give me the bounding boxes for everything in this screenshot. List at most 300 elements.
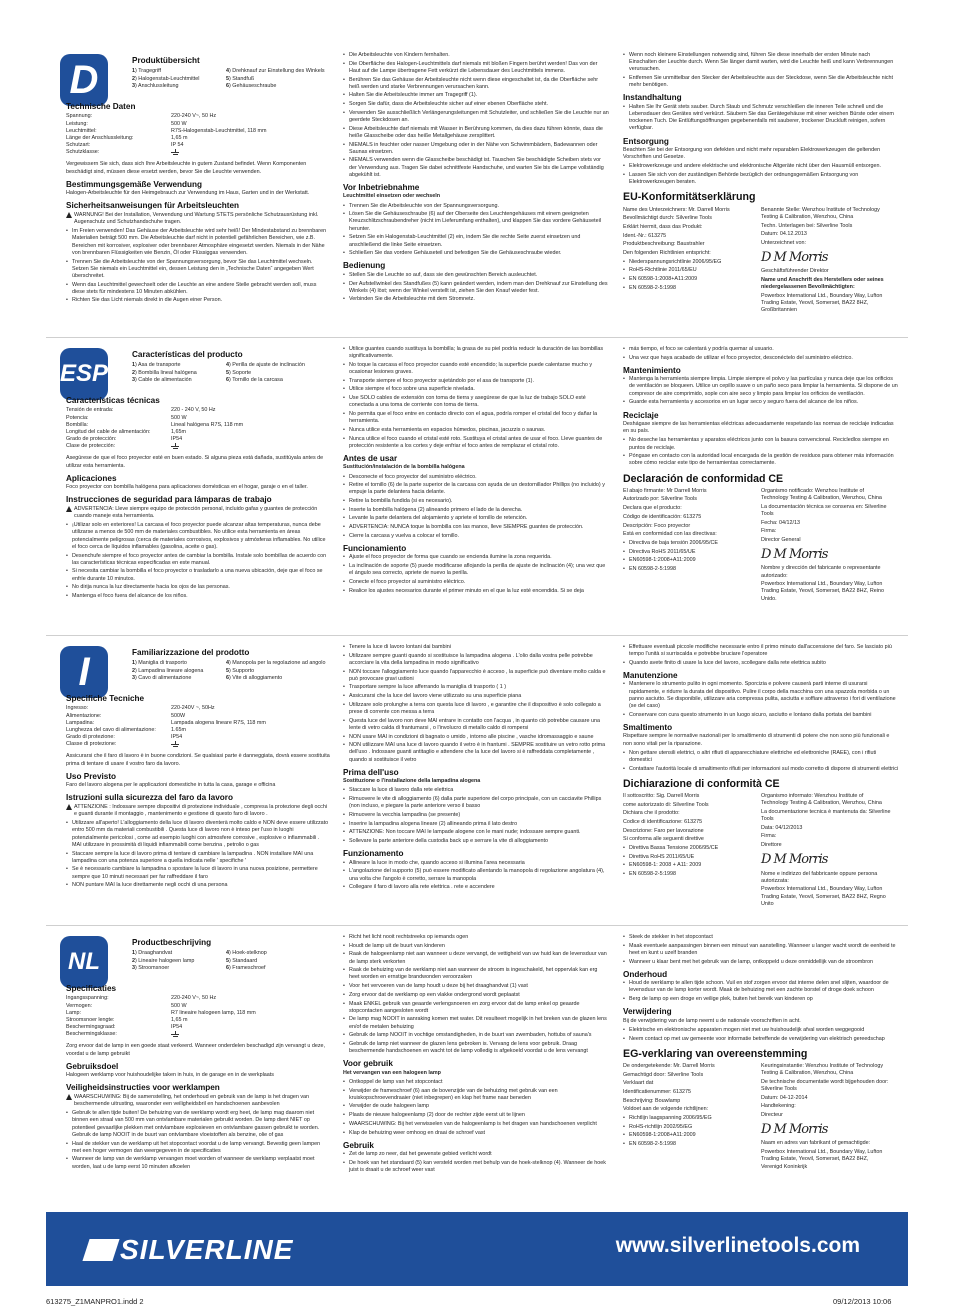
maintenance-step-item: • Halten Sie Ihr Gerät stets sauber. Durch Staub und Schmutz verschleißen die inneren Teile schnell und die Lebensdauer des Gerätes wird verkürzt. Säubern Sie das Gerätegehäuse mit einer weichen Bürste oder einem trockenen Tuch. Die Entlüftungsöffnungen gegebenenfalls mit sauberer, trockener Druckluft reinigen, sofern verfügbar. xyxy=(623,104,899,133)
protection-class-icon xyxy=(171,741,179,748)
safety-rule-item: • Maak ENKEL gebruik van geaarde verlengsnoeren en zorg ervoor dat de lamp enkel op geaarde stopcontacten aangesloten wordt xyxy=(343,1001,609,1015)
maintenance-heading: Onderhoud xyxy=(623,969,668,979)
intended-use-heading: Uso Previsto xyxy=(66,771,117,781)
manufacturer-heading: Name und Anschrift des Herstellers oder seines niedergelassenen Bevollmächtigten: xyxy=(761,277,884,291)
product-overview-heading: Características del producto xyxy=(132,350,243,359)
part-number: 3 xyxy=(132,376,135,383)
spec-label: Ingresso: xyxy=(66,705,89,712)
technical-data-heading: Specifiche Tecniche xyxy=(66,694,145,703)
part-item: 2) Lineaire halogeen lamp xyxy=(132,957,195,964)
declaration-line: Ident.-Nr.: 613275 xyxy=(623,232,667,239)
safety-rule-item: • NON toccare l'alloggiamento luce quando l'apparecchio è acceso , la superficie può diventare molto calda e può provocare gravi ustioni xyxy=(343,669,609,683)
disposal-text: Deshágase siempre de las herramientas eléctricas adecuadamente respetando las normas de reciclaje indicadas en su país. xyxy=(623,420,894,435)
part-number: 6 xyxy=(226,674,229,681)
parts-list xyxy=(132,362,332,384)
setup-step-item: • Staccare la luce di lavoro dalla rete elettrica xyxy=(343,787,609,794)
spec-label: Stroomsnoer lengte: xyxy=(66,1016,115,1023)
directive-list xyxy=(623,845,753,878)
operation-step-item: • Collegare il faro di lavoro alla rete elettrica . rete e accendere xyxy=(343,884,609,891)
declaration-line: Director General xyxy=(761,536,801,543)
safety-heading: Istruzioni sulla sicurezza del faro da lavoro xyxy=(66,793,233,803)
intended-use-heading: Gebruiksdoel xyxy=(66,1061,119,1071)
logo-mark-icon xyxy=(82,1239,119,1261)
warning-label: ATTENZIONE : Indossare sempre dispositivi di protezione individuale , compresa la protezione degli occhi e guanti durante il montaggio , mantenimento e gestione di questo faro di lavoro . xyxy=(74,803,328,818)
part-number: 2 xyxy=(132,75,135,82)
safety-rule-item: • Utilizzare solo prolunghe a terra con questa luce di lavoro , e garantire che il dispositivo è solo collegato a prese di corrente con messa a terra xyxy=(343,702,609,716)
manufacturer-address: Powerbox International Ltd., Boundary Way, Lufton Trading Estate, Yeovil, Somerset, BA22 8HZ, Regno Unito xyxy=(761,886,886,907)
column-3 xyxy=(623,934,899,1172)
part-item: 4) Hoek-stelknop xyxy=(226,950,267,957)
part-label: Perilla de ajuste de inclinación xyxy=(232,362,305,369)
declaration-line: Descripción: Foco proyector xyxy=(623,522,691,529)
silverline-logo xyxy=(86,1234,293,1266)
declaration-line: Fecha: 04/12/13 xyxy=(761,519,800,526)
setup-step-item: • Inserire la lampadina alogena lineare (2) allineando prima il lato destro xyxy=(343,821,609,828)
column-1-body xyxy=(66,392,330,602)
setup-step-item: • Lösen Sie die Gehäuseschraube (6) auf der Oberseite des Leuchtengehäuses mit einem geeigneten Kreuzschlitzschraubendreher (nicht im Lieferumfang enthalten), und klappen Sie das vordere Gehäuseteil herunter. xyxy=(343,211,609,233)
part-number: 4 xyxy=(226,68,229,75)
part-item: 1) Asa de transporte xyxy=(132,362,181,369)
safety-rule-item: • Utilizzare sempre guanti quando si sostituisce la lampadina alogena . L'olio dalla vostra pelle potrebbe accorciare la vita della lampadina in modo significativo xyxy=(343,653,609,667)
directive-item: • Directiva RoHS 2011/65/UE xyxy=(623,549,753,556)
before-use-heading: Antes de usar xyxy=(343,453,398,463)
disposal-text: Bij de verwijdering van de lamp neemt u de nationale voorschriften in acht. xyxy=(623,1017,801,1024)
intro-text: Vergewissern Sie sich, dass sich Ihre Arbeitsleuchte in gutem Zustand befindet. Wenn Komponenten beschädigt sind, müssen diese ersetzt werden, bevor Sie die Leuchte verwenden. xyxy=(66,161,307,175)
disposal-item-list xyxy=(623,163,899,186)
part-number: 6 xyxy=(226,376,229,383)
declaration-line: Organismo notificado: Wenzhou Institute of Technology Testing & Calibration, Wenzhou, China xyxy=(761,487,882,501)
directive-item: • Niederspannungsrichtlinie 2006/95/EG xyxy=(623,259,753,266)
website-url[interactable]: www.silverlinetools.com xyxy=(615,1234,860,1257)
operation-step-list xyxy=(343,272,609,304)
operation-step-list xyxy=(343,1151,609,1174)
spec-value: Lineal halógena R7S, 118 mm xyxy=(171,421,244,428)
part-number: 5 xyxy=(226,75,229,82)
operation-step-item: • Conecte el foco proyector al suministro eléctrico. xyxy=(343,579,609,586)
spec-label: Schutzart: xyxy=(66,142,91,149)
spec-label: Bombilla: xyxy=(66,421,89,428)
before-use-subheading: Sostituzione o l'installazione della lampadina alogena xyxy=(343,778,481,785)
declaration-line: Dichiara che il prodotto: xyxy=(623,810,680,817)
warning-text xyxy=(66,1094,330,1108)
safety-rule-item: • Diese Arbeitsleuchte darf niemals mit Wasser in Berührung kommen, da dies dazu führen könnte, dass die heiße Glasscheibe oder das heiße Metallgehäuse zersplittert. xyxy=(343,126,609,140)
part-number: 3 xyxy=(132,82,135,89)
setup-step-item: • ADVERTENCIA: NUNCA toque la bombilla con las manos, lleve SIEMPRE guantes de protección. xyxy=(343,524,609,531)
setup-step-item: • Rimuovere le vite di alloggiamento (6) dalla parte superiore del corpo principale, con un cacciavite Phillips (non incluso, e piegare la parte anteriore verso il basso xyxy=(343,796,609,810)
declaration-line: Benannte Stelle: Wenzhou Institute of Technology Testing & Calibration, Wenzhou, China xyxy=(761,206,880,220)
directive-item: • RoHS-richtlijn 2002/95/EG xyxy=(623,1124,753,1131)
product-overview-heading: Familiarizzazione del prodotto xyxy=(132,648,250,657)
operation-step-item: • Stellen Sie die Leuchte so auf, dass sie den gewünschten Bereich ausleuchtet. xyxy=(343,272,609,279)
maintenance-step-list xyxy=(623,980,899,1003)
disposal-item-item: • Contattare l'autorità locale di smaltimento rifiuti per informazioni sul modo corretto di disporre di strumenti elettrici xyxy=(623,766,899,773)
part-number: 5 xyxy=(226,667,229,674)
safety-rule-item: • Assicurarsi che la luce del lavoro viene utilizzato su una superficie piana xyxy=(343,693,609,700)
operation-step-item: • Der Aufstellwinkel des Standfußes (5) kann geändert werden, indem man den Drehknauf zur Einstellung des Winkels (4) löst; wenn der Winkel verstellt ist, ziehen Sie den Knauf wieder fest. xyxy=(343,281,609,295)
disposal-heading: Verwijdering xyxy=(623,1007,672,1017)
operation-heading: Gebruik xyxy=(343,1140,374,1150)
part-label: Tragegriff xyxy=(138,68,161,75)
safety-rule-item: • Staccare sempre la luce di lavoro prima di tentare di cambiare la lampadina . NON installare MAI una lampadina con una potenza superiore a quella indicata nelle ' specifiche ' xyxy=(66,851,330,865)
disposal-item-item: • Elektrowerkzeuge und andere elektrische und elektronische Altgeräte nicht über den Hausmüll entsorgen. xyxy=(623,163,899,170)
disposal-item-list xyxy=(623,750,899,773)
spec-value: IP54 xyxy=(171,734,183,741)
declaration-grid xyxy=(623,793,899,910)
spec-table xyxy=(66,995,330,1039)
spec-label: Schutzklasse: xyxy=(66,149,100,156)
column-1-body xyxy=(66,690,330,891)
column-1 xyxy=(132,346,332,388)
safety-rule-item: • Richt het licht nooit rechtstreeks op iemands ogen xyxy=(343,934,609,941)
safety-rule-item: • Die Oberfläche des Halogen-Leuchtmittels darf niemals mit bloßen Fingern berührt werden! Das von der Haut auf die Lampe übertragene Fett verkürzt die Lebensdauer des Leuchtmittels immens. xyxy=(343,61,609,75)
declaration-line: Keuringsinstantie: Wenzhou Institute of Technology Testing & Calibration, Wenzhou, China xyxy=(761,1062,884,1077)
warning-triangle-icon xyxy=(66,212,72,218)
safety-rule-list xyxy=(66,1110,330,1171)
maintenance-step-item: • Conservare con cura questo strumento in un luogo sicuro, asciutto e lontano dalla portata dei bambini xyxy=(623,712,899,719)
section-it xyxy=(46,638,908,926)
signature-image: D M Morris xyxy=(761,1122,828,1138)
before-use-subheading: Leuchtmittel einsetzen oder wechseln xyxy=(343,193,441,200)
safety-rule-list xyxy=(343,52,609,179)
part-item: 5) Standfuß xyxy=(226,75,255,82)
safety-rule-item: • Gebruik de lamp niet wanneer de glazen lens gebroken is. Vervang de lens voor gebruik. Draag beschermende handschoenen en wacht tot de lamp volledig is afgekoeld voordat u de lens vervangt xyxy=(343,1041,609,1055)
technical-data-heading: Specificaties xyxy=(66,984,117,993)
spec-label: Länge der Anschlussleitung: xyxy=(66,134,134,141)
intended-use-heading: Bestimmungsgemäße Verwendung xyxy=(66,179,203,189)
part-item: 3) Cable de alimentación xyxy=(132,376,192,383)
directive-item: • Direttiva Bassa Tensione 2006/95/CE xyxy=(623,845,753,852)
declaration-line: Name des Unterzeichners: Mr. Darrell Morris xyxy=(623,206,730,213)
part-number: 5 xyxy=(226,369,229,376)
maintenance-heading: Mantenimiento xyxy=(623,365,681,375)
part-item: 6) Tornillo de la carcasa xyxy=(226,376,283,383)
directive-item: • RoHS-Richtlinie 2011/65/EU xyxy=(623,267,753,274)
column-3 xyxy=(623,644,899,909)
directive-list xyxy=(623,1115,753,1148)
directive-item: • EN 60598-2-5:1998 xyxy=(623,871,753,878)
operation-step-list xyxy=(343,554,609,594)
parts-list xyxy=(132,660,332,682)
safety-rule-item: • Desenchufe siempre el foco proyector antes de cambiar la bombilla. Instale solo bombillas de acuerdo con las características técnicas especificadas en este manual. xyxy=(66,553,330,567)
safety-rule-item: • Verwenden Sie ausschließlich Verlängerungsleitungen mit Schutzleiter, und schließen Sie die Leuchte nur an geerdete Steckdosen an. xyxy=(343,110,609,124)
part-item: 5) Soporte xyxy=(226,369,252,376)
spec-table xyxy=(66,705,330,749)
maintenance-step-item: • Mantenga la herramienta siempre limpia. Limpie siempre el polvo y las partículas y nunca deje que los orificios de ventilación se bloqueen. Utilice un cepillo suave o un paño seco para limpiar la herramienta. Si dispone de un compresor de aire comprimido, sople con aire seco y limpio para limpiar los orificios de ventilación. xyxy=(623,376,899,398)
warning-label: WARNUNG! Bei der Installation, Verwendung und Wartung STETS persönliche Schutzausrüstung inkl. Augenschutz und Schutzhandschuhe tragen. xyxy=(74,211,319,226)
directive-item: • EN 60598-2-5:1998 xyxy=(623,1141,753,1148)
safety-rule-item: • Gebruik te allen tijde buiten! De behuizing van de werklamp wordt erg heet, de lamp mag daarom niet binnen een straal van 500 mm van ontvlambare materialen gebruikt worden. De lamp dient NIET op potentieel gevaarlijke plekken met ontvlambare explosieven en ontvlambare gassen gebruikt te worden. Gebruik de lamp NOOIT in de buurt van ontvlambare vloeistoffen als benzine, olie of gas xyxy=(66,1110,330,1139)
setup-step-item: • Cierre la carcasa y vuelva a colocar el tornillo. xyxy=(343,533,609,540)
declaration-grid xyxy=(623,207,899,316)
spec-value: IP54 xyxy=(171,436,183,443)
part-label: Drehknauf zur Einstellung des Winkels xyxy=(232,68,325,75)
part-number: 1 xyxy=(132,362,135,369)
intro-text: Assicurarsi che il faro di lavoro è in buone condizioni. Se qualsiasi parte è danneggiata, dovrà essere sostituita prima di tentare di usare il vostro faro da lavoro. xyxy=(66,753,330,767)
spec-value xyxy=(171,443,291,451)
directive-item: • Directiva de baja tensión 2006/95/CE xyxy=(623,540,753,547)
intended-use-text: Halogeen werklamp voor huishoudelijke taken in huis, in de garage en in de werkplaats xyxy=(66,1072,274,1079)
print-timestamp: 09/12/2013 10:06 xyxy=(833,1297,892,1306)
declaration-line: Si conforma alle seguenti direttive xyxy=(623,836,704,843)
safety-rule-item: • Zorg ervoor dat de werklamp op een vlakke ondergrond wordt geplaatst xyxy=(343,992,609,999)
intended-use-heading: Aplicaciones xyxy=(66,473,117,483)
setup-step-item: • Sollevare la parte anteriore della custodia back up e serrare la vite di alloggiamento xyxy=(343,838,609,845)
part-item: 1) Draaghandvat xyxy=(132,950,173,957)
safety-rule-item: • NON puntare MAI la luce direttamente negli occhi di una persona xyxy=(66,882,330,889)
operation-step-item: • Allineare la luce in modo che, quando acceso si illumina l'area necessaria xyxy=(343,860,609,867)
manual-page xyxy=(46,46,908,1286)
disposal-item-item: • Neem contact op met uw gemeente voor informatie betreffende de verwijdering van elektrisch gereedschap xyxy=(623,1036,899,1043)
technical-data-heading: Technische Daten xyxy=(66,102,136,111)
safety-rule-item: • Utilice siempre el foco sobre una superficie nivelada. xyxy=(343,386,609,393)
spec-value: 500W xyxy=(171,712,186,719)
spec-value: 1,65 m xyxy=(171,134,188,141)
column-3 xyxy=(623,346,899,604)
declaration-line: Organismo informato: Wenzhou Institute of Technology Testing & Calibration, Wenzhou, China xyxy=(761,792,882,807)
part-label: Cavo di alimentazione xyxy=(138,674,192,681)
declaration-line: Directeur xyxy=(761,1112,783,1119)
part-item: 1) Maniglia di trasporto xyxy=(132,660,187,667)
disposal-item-list xyxy=(623,437,899,467)
part-number: 3 xyxy=(132,674,135,681)
column-1 xyxy=(132,52,332,94)
declaration-line: Código de identificación: 613275 xyxy=(623,513,702,520)
part-number: 4 xyxy=(226,660,229,667)
setup-step-item: • Schließen Sie das vordere Gehäuseteil und befestigen Sie die Gehäuseschraube wieder. xyxy=(343,250,609,257)
declaration-line: Den folgenden Richtlinien entspricht: xyxy=(623,250,711,257)
part-number: 4 xyxy=(226,362,229,369)
operation-step-item: • Wenn noch kleinere Einstellungen notwendig sind, führen Sie diese innerhalb der ersten Minute nach Einschalten der Leuchte durch. Wenn Sie länger damit warten, wird die Leuchte heiß und kann Verbrennungen verursachen. xyxy=(623,52,899,74)
manufacturer-address: Powerbox International Ltd., Boundary Way, Lufton Trading Estate, Yeovil, Somerset, BA22 8HZ, Verenigd Koninkrijk xyxy=(761,1149,883,1170)
spec-value: 1.65m xyxy=(171,726,186,733)
declaration-left xyxy=(623,1063,753,1172)
spec-value xyxy=(171,1031,291,1039)
warning-label: WAARSCHUWING: Bij de samenstelling, het onderhoud en gebruik van de lamp is het dragen van beschermende uitrusting, waaronder een veiligheidsbril en handschoenen aanbevolen xyxy=(74,1093,310,1108)
declaration-line: Produktbeschreibung: Baustrahler xyxy=(623,241,705,248)
operation-step-item: • Effettuare eventuali piccole modifiche necessarie entro il primo minuto dall'accensione del faro. Se lasciato più tempo l'unità si surriscalda e potrebbe bruciare l'operatore xyxy=(623,644,899,658)
operation-step-list xyxy=(623,934,899,966)
before-use-heading: Voor gebruik xyxy=(343,1059,393,1069)
operation-step-item: • más tiempo, el foco se calentará y podría quemar al usuario. xyxy=(623,346,899,353)
operation-step-item: • Maak eventuele aanpassingen binnen een minuut van aanstelling. Wanneer u langer wacht wordt de eenheid te heet en kunt u uzelf branden xyxy=(623,943,899,957)
declaration-right xyxy=(761,207,891,316)
warning-triangle-icon xyxy=(66,1094,72,1100)
part-number: 1 xyxy=(132,950,135,957)
spec-label: Ingangsspanning: xyxy=(66,995,109,1002)
part-item: 6) Vite di alloggiamento xyxy=(226,674,283,681)
spec-value: 500 W xyxy=(171,1002,187,1009)
part-label: Standfuß xyxy=(232,75,255,82)
part-item: 2) Bombilla lineal halógena xyxy=(132,369,197,376)
brand-footer xyxy=(46,1212,908,1286)
setup-step-item: • ATTENZIONE: Non toccare MAI le lampade alogene con le mani nude; indossare sempre guanti. xyxy=(343,829,609,836)
declaration-line: Naam en adres van fabrikant of gemachtigde: xyxy=(761,1140,871,1147)
declaration-line: De ondergetekende: Mr. Darrell Morris xyxy=(623,1062,715,1069)
spec-label: Lunghezza del cavo di alimentazione: xyxy=(66,726,156,733)
safety-rule-item: • Die Arbeitsleuchte von Kindern fernhalten. xyxy=(343,52,609,59)
safety-rule-item: • Se è necessario cambiare la lampadina o spostare la luce di lavoro in una nuova posizione, permettere sempre que 10 minuti necessari per far raffreddare il faro xyxy=(66,866,330,880)
operation-heading: Bedienung xyxy=(343,261,386,271)
operation-heading: Funcionamiento xyxy=(343,544,407,554)
operation-step-item: • L'angolazione del supporto (5) può essere modificato allentando la manopola di regolazione angolatura (4), una volta che l'angolo è corretto, serrare la manopola xyxy=(343,868,609,882)
safety-rule-list xyxy=(343,346,609,450)
declaration-line: Declara que el producto: xyxy=(623,505,682,512)
intro-text: Asegúrese de que el foco proyector esté en buen estado. Si alguna pieza está dañada, sustitúyala antes de utilizar esta herramienta. xyxy=(66,455,324,469)
safety-rule-item: • Nunca utilice esta herramienta en espacios húmedos, piscinas, jacuzzis o saunas. xyxy=(343,427,609,434)
disposal-item-item: • Póngase en contacto con la autoridad local encargada de la gestión de residuos para obtener más información sobre cómo reciclar este tipo de herramientas correctamente. xyxy=(623,453,899,467)
disposal-item-item: • No deseche las herramientas y aparatos eléctricos junto con la basura convencional. Recicledlos siempre en puntos de reciclaje. xyxy=(623,437,899,451)
signature-image: D M Morris xyxy=(761,547,828,563)
operation-step-item: • La inclinación de soporte (5) puede modificarse aflojando la perilla de ajuste de inclinación (4); una vez que el ángulo sea correcto, apriete de nuevo la perilla. xyxy=(343,563,609,577)
declaration-line: Voldoet aan de volgende richtlijnen: xyxy=(623,1106,709,1113)
directive-item: • EN60598-1: 2008 + A11: 2009 xyxy=(623,862,753,869)
part-item: 2) Halogenstab-Leuchtmittel xyxy=(132,75,200,82)
spec-label: Leistung: xyxy=(66,120,88,127)
manufacturer-address: Powerbox International Ltd., Boundary Way, Lufton Trading Estate, Yeovil, Somerset, BA22 8HZ, Reino Unido. xyxy=(761,581,884,602)
operation-step-item: • Zet de lamp zo neer, dat het gewenste gebied verlicht wordt xyxy=(343,1151,609,1158)
spec-value: 500 W xyxy=(171,414,187,421)
product-overview-heading: Productbeschrijving xyxy=(132,938,212,947)
warning-triangle-icon xyxy=(66,804,72,810)
safety-rule-item: • Use SOLO cables de extensión con toma de tierra y asegúrese de que la luz de trabajo SOLO esté conectada a una toma de corriente con toma de tierra. xyxy=(343,395,609,409)
safety-rule-item: • Voor het vervoeren van de lamp houdt u deze bij het draaghandvat (1) vast xyxy=(343,983,609,990)
operation-step-item: • Ajuste el foco proyector de forma que cuando se encienda ilumine la zona requerida. xyxy=(343,554,609,561)
spec-value: 1,65 m xyxy=(171,1016,188,1023)
maintenance-heading: Instandhaltung xyxy=(623,93,682,103)
setup-step-item: • Desconecte el foco proyector del suministro eléctrico. xyxy=(343,474,609,481)
before-use-subheading: Sustitución/instalación de la bombilla halógena xyxy=(343,464,465,471)
declaration-line: Codice di identificazione: 613275 xyxy=(623,819,703,826)
operation-step-item: • Quando avete finito di usare la luce del lavoro, scollegare dalla rete elettrica subito xyxy=(623,660,899,667)
spec-label: Tensión de entrada: xyxy=(66,407,114,414)
declaration-line: Datum: 04-12-2014 xyxy=(761,1094,808,1101)
declaration-left xyxy=(623,793,753,910)
declaration-line: Nombre y dirección del fabricante o representante autorizado: xyxy=(761,565,881,579)
file-slug: 613275_Z1MANPRO1.indd 2 xyxy=(46,1297,144,1306)
declaration-line: De technische documentatie wordt bijgehouden door: Silverline Tools xyxy=(761,1078,889,1092)
safety-rule-item: • Mantenga el foco fuera del alcance de los niños. xyxy=(66,593,330,600)
manufacturer-address: Powerbox International Ltd., Boundary Way, Lufton Trading Estate, Yeovil, Somerset, BA22 8HZ, Großbritannien xyxy=(761,292,883,314)
directive-item: • EN 60598-2-5:1998 xyxy=(623,285,753,292)
part-item: 3) Cavo di alimentazione xyxy=(132,674,192,681)
safety-rule-list xyxy=(343,644,609,764)
safety-rule-item: • NIEMALS verwenden wenn die Glasscheibe beschädigt ist. Tauschen Sie beschädigte Scheiben stets vor der Verwendung aus. Tragen Sie dabei schnittfeste Handschuhe, und warten Sie bis die Lampe vollständig abgekühlt ist. xyxy=(343,157,609,179)
setup-step-list xyxy=(343,203,609,258)
declaration-line: Bevollmächtigt durch: Silverline Tools xyxy=(623,215,712,222)
safety-rule-list xyxy=(66,820,330,889)
safety-rule-item: • Raak de halogeenlamp niet aan wanneer u deze vervangt, de vettigheid van uw huid kan de levensduur van de lamp sterk verkorten xyxy=(343,951,609,965)
disposal-item-item: • Lassen Sie sich von der zuständigen Behörde bezüglich der ordnungsgemäßen Entsorgung von Elektrowerkzeugen beraten. xyxy=(623,172,899,186)
declaration-line: Data: 04/12/2013 xyxy=(761,824,803,831)
safety-rule-item: • No toque la carcasa el foco proyector cuando esté encendido; la superficie puede calentarse mucho y ocasionar lesiones graves. xyxy=(343,362,609,376)
language-badge: NL xyxy=(60,936,108,988)
operation-heading: Funzionamento xyxy=(343,849,404,859)
technical-data-heading: Características técnicas xyxy=(66,396,160,405)
spec-value xyxy=(171,149,291,157)
setup-step-item: • Retire la bombilla fundida (si es necesario). xyxy=(343,498,609,505)
intended-use-text: Foco proyector con bombilla halógena para aplicaciones domésticas en el hogar, garaje o en el taller. xyxy=(66,484,308,491)
spec-value: Lampada alogena lineare R7S, 118 mm xyxy=(171,719,266,726)
disposal-item-list xyxy=(623,1027,899,1043)
warning-text xyxy=(66,212,330,226)
part-number: 1 xyxy=(132,660,135,667)
part-label: Vite di alloggiamento xyxy=(232,674,283,681)
disposal-item-item: • Elektrische en elektronische apparaten mogen niet met uw huishoudelijk afval worden weggegooid xyxy=(623,1027,899,1034)
part-label: Anschlussleitung xyxy=(138,82,179,89)
spec-label: Classe di protezione: xyxy=(66,741,117,748)
setup-step-item: • Plaats de nieuwe halogeenlamp (2) door de rechter zijde eerst uit te lijnen xyxy=(343,1112,609,1119)
protection-class-icon xyxy=(171,1031,179,1038)
disposal-heading: Entsorgung xyxy=(623,136,669,146)
parts-list xyxy=(132,950,332,972)
spec-table xyxy=(66,113,330,157)
part-label: Stroomsnoer xyxy=(138,964,170,971)
spec-label: Lampadina: xyxy=(66,719,95,726)
spec-label: Leuchtmittel: xyxy=(66,127,97,134)
declaration-heading: EU-Konformitätserklärung xyxy=(623,191,756,204)
maintenance-step-item: • Berg de lamp op een droge en veilige plek, buiten het bereik van kinderen op xyxy=(623,996,899,1003)
warning-label: ADVERTENCIA: Lleve siempre equipo de protección personal, incluido gafas y guantes de protección cuando maneje esta herramienta. xyxy=(74,505,318,520)
declaration-line: Identificatienummer: 613275 xyxy=(623,1088,692,1095)
declaration-left xyxy=(623,207,753,316)
spec-label: Longitud del cable de alimentación: xyxy=(66,428,151,435)
warning-text xyxy=(66,804,330,818)
spec-label: Lamp: xyxy=(66,1009,81,1016)
spec-label: Alimentazione: xyxy=(66,712,102,719)
declaration-line: Descrizione: Faro per lavorazione xyxy=(623,827,704,834)
part-label: Gehäuseschraube xyxy=(232,82,277,89)
safety-rule-item: • Utilice guantes cuando sustituya la bombilla; la grasa de su piel podría reducir la duración de las bombillas significativamente. xyxy=(343,346,609,360)
declaration-right xyxy=(761,488,891,605)
safety-heading: Sicherheitsanweisungen für Arbeitsleuchten xyxy=(66,201,240,211)
part-number: 6 xyxy=(226,82,229,89)
spec-label: Clase de protección: xyxy=(66,443,116,450)
part-label: Frameschroef xyxy=(232,964,266,971)
declaration-line: come autorizzato di: Silverline Tools xyxy=(623,801,709,808)
safety-rule-item: • Wanneer de lamp van de werklamp vervangen moet worden of wanneer de werklamp verplaatst moet worden, laat u de lamp eerst 10 minuten afkoelen xyxy=(66,1156,330,1170)
warning-text xyxy=(66,506,330,520)
setup-step-item: • Retire el tornillo (6) de la parte superior de la carcasa con ayuda de un destornillador Phillips (no incluido) y empuje la parte delantera hacia delante. xyxy=(343,482,609,496)
safety-rule-item: • NON utilizzare MAI una luce di lavoro quando il vetro è in frantumi . SEMPRE sostituire un vetro rotto prima dell'uso . Indossare guanti antitaglio e attendere che la luce del lavoro si è raffreddata completamente , quando si sostituisce il vetro xyxy=(343,742,609,764)
part-label: Hoek-stelknop xyxy=(232,950,267,957)
spec-value: 500 W xyxy=(171,120,187,127)
declaration-line: Firma: xyxy=(761,833,777,840)
column-2 xyxy=(343,52,609,305)
intended-use-text: Faro del lavoro alogena per le applicazioni domestiche in tutta la casa, garage e officina xyxy=(66,782,276,789)
declaration-line: Firma: xyxy=(761,528,777,535)
declaration-line: Gemachtigd door: Silverline Tools xyxy=(623,1071,704,1078)
declaration-grid xyxy=(623,488,899,605)
protection-class-icon xyxy=(171,443,179,450)
spec-label: Spannung: xyxy=(66,113,93,120)
declaration-line: Beschrijving: Bouwlamp xyxy=(623,1097,681,1104)
spec-label: Grado di protezione: xyxy=(66,734,115,741)
spec-value: 1,65m xyxy=(171,428,186,435)
operation-step-item: • De hoek van het standaard (5) kan versteld worden met behulp van de hoek-stelknop (4). Wanneer de hoek juist is draait u de schroef weer vast xyxy=(343,1160,609,1174)
safety-rule-item: • Questa luce del lavoro non deve MAI entrare in contatto con l'acqua , in quanto ciò potrebbe causare una lente di vetro calda di frantumarsi , o l'involucro di metallo caldo di rompersi xyxy=(343,718,609,732)
setup-step-item: • Verwijder de oude halogeen lamp xyxy=(343,1103,609,1110)
column-1 xyxy=(132,644,332,686)
spec-label: Grado de protección: xyxy=(66,436,117,443)
declaration-line: Erklärt hiermit, dass das Produkt: xyxy=(623,224,703,231)
spec-value: R7S-Halogenstab-Leuchtmittel, 118 mm xyxy=(171,127,267,134)
safety-rule-list xyxy=(66,522,330,600)
declaration-right xyxy=(761,1063,891,1172)
part-label: Lineaire halogeen lamp xyxy=(138,957,195,964)
part-label: Tornillo de la carcasa xyxy=(232,376,283,383)
maintenance-step-list xyxy=(623,681,899,718)
setup-step-item: • Klap de behuizing weer omhoog en draai de schroef vast xyxy=(343,1130,609,1137)
